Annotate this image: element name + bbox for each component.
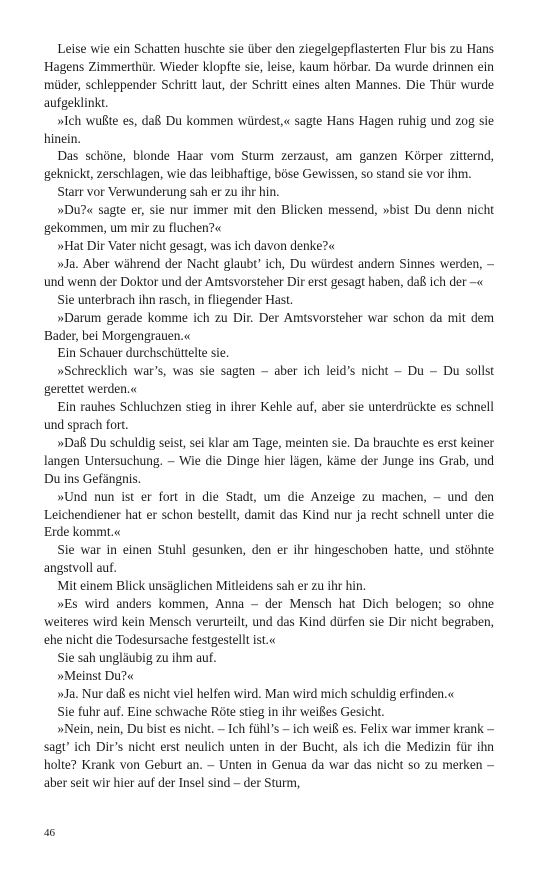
paragraph: »Schrecklich war’s, was sie sagten – aber ich leid’s nicht – Du – Du sollst gerettet werden.« xyxy=(44,363,494,397)
paragraph: »Meinst Du?« xyxy=(57,667,134,683)
paragraph: Sie sah ungläubig zu ihm auf. xyxy=(57,649,217,665)
paragraph: Sie unterbrach ihn rasch, in fliegender Hast. xyxy=(57,291,294,307)
page-number: 46 xyxy=(44,827,55,839)
paragraph: »Hat Dir Vater nicht gesagt, was ich davon denke?« xyxy=(57,237,335,253)
paragraph: Ein Schauer durchschüttelte sie. xyxy=(57,345,230,361)
paragraph: Starr vor Verwunderung sah er zu ihr hin. xyxy=(57,184,280,200)
paragraph: Leise wie ein Schatten huschte sie über den ziegelgepflasterten Flur bis zu Hans Hagens Zimmerthür. Wieder klopfte sie, leise, kaum hörbar. Da wurde drinnen ein müder, schleppender Schritt laut, der Schritt eines alten Mannes. Die Thür wurde aufgeklinkt. xyxy=(44,41,494,110)
paragraph: Ein rauhes Schluchzen stieg in ihrer Kehle auf, aber sie unterdrückte es schnell und sprach fort. xyxy=(44,399,494,433)
paragraph: »Es wird anders kommen, Anna – der Mensch hat Dich belogen; so ohne weiteres wird kein Mensch verurteilt, und das Kind dürfen sie Dir nicht begraben, ehe nicht die Todesursache festgestellt ist.« xyxy=(44,596,494,647)
paragraph: Mit einem Blick unsäglichen Mitleidens sah er zu ihr hin. xyxy=(57,578,367,594)
paragraph: Sie war in einen Stuhl gesunken, den er ihr hingeschoben hatte, und stöhnte angstvoll auf. xyxy=(44,542,494,576)
paragraph: »Daß Du schuldig seist, sei klar am Tage, meinten sie. Da brauchte es erst keiner langen Untersuchung. – Wie die Dinge hier lägen, käme der Junge ins Grab, und Du ins Gefängnis. xyxy=(44,434,494,486)
paragraph: »Nein, nein, Du bist es nicht. – Ich fühl’s – ich weiß es. Felix war immer krank – sagt’ ich Dir’s nicht erst neulich unten in der Bucht, als ich die Medizin für ihn holte? Krank von Geburt an. – Unten in Genua da war das nicht so zu merken – aber seit wir hier auf der Insel sind – der Sturm, xyxy=(44,721,494,791)
paragraph: Sie fuhr auf. Eine schwache Röte stieg in ihr weißes Gesicht. xyxy=(57,703,385,719)
paragraph: »Ja. Nur daß es nicht viel helfen wird. Man wird mich schuldig erfinden.« xyxy=(57,685,455,701)
paragraph: »Und nun ist er fort in die Stadt, um die Anzeige zu machen, – und den Leichendiener hat er schon bestellt, damit das Kind nur ja recht schnell unter die Erde kommt.« xyxy=(44,488,494,540)
paragraph: Das schöne, blonde Haar vom Sturm zerzaust, am ganzen Körper zitternd, geknickt, zerschlagen, wie das leibhaftige, böse Gewissen, so stand sie vor ihm. xyxy=(44,148,494,182)
page-body xyxy=(44,40,494,792)
paragraph: »Ich wußte es, daß Du kommen würdest,« sagte Hans Hagen ruhig und zog sie hinein. xyxy=(44,112,494,146)
paragraph: »Darum gerade komme ich zu Dir. Der Amtsvorsteher war schon da mit dem Bader, bei Morgengrauen.« xyxy=(44,309,494,343)
paragraph: »Ja. Aber während der Nacht glaubt’ ich, Du würdest andern Sinnes werden, – und wenn der Doktor und der Amtsvorsteher Dir erst gesagt haben, daß ich der –« xyxy=(44,255,494,289)
paragraph: »Du?« sagte er, sie nur immer mit den Blicken messend, »bist Du denn nicht gekommen, um mir zu fluchen?« xyxy=(44,202,494,236)
